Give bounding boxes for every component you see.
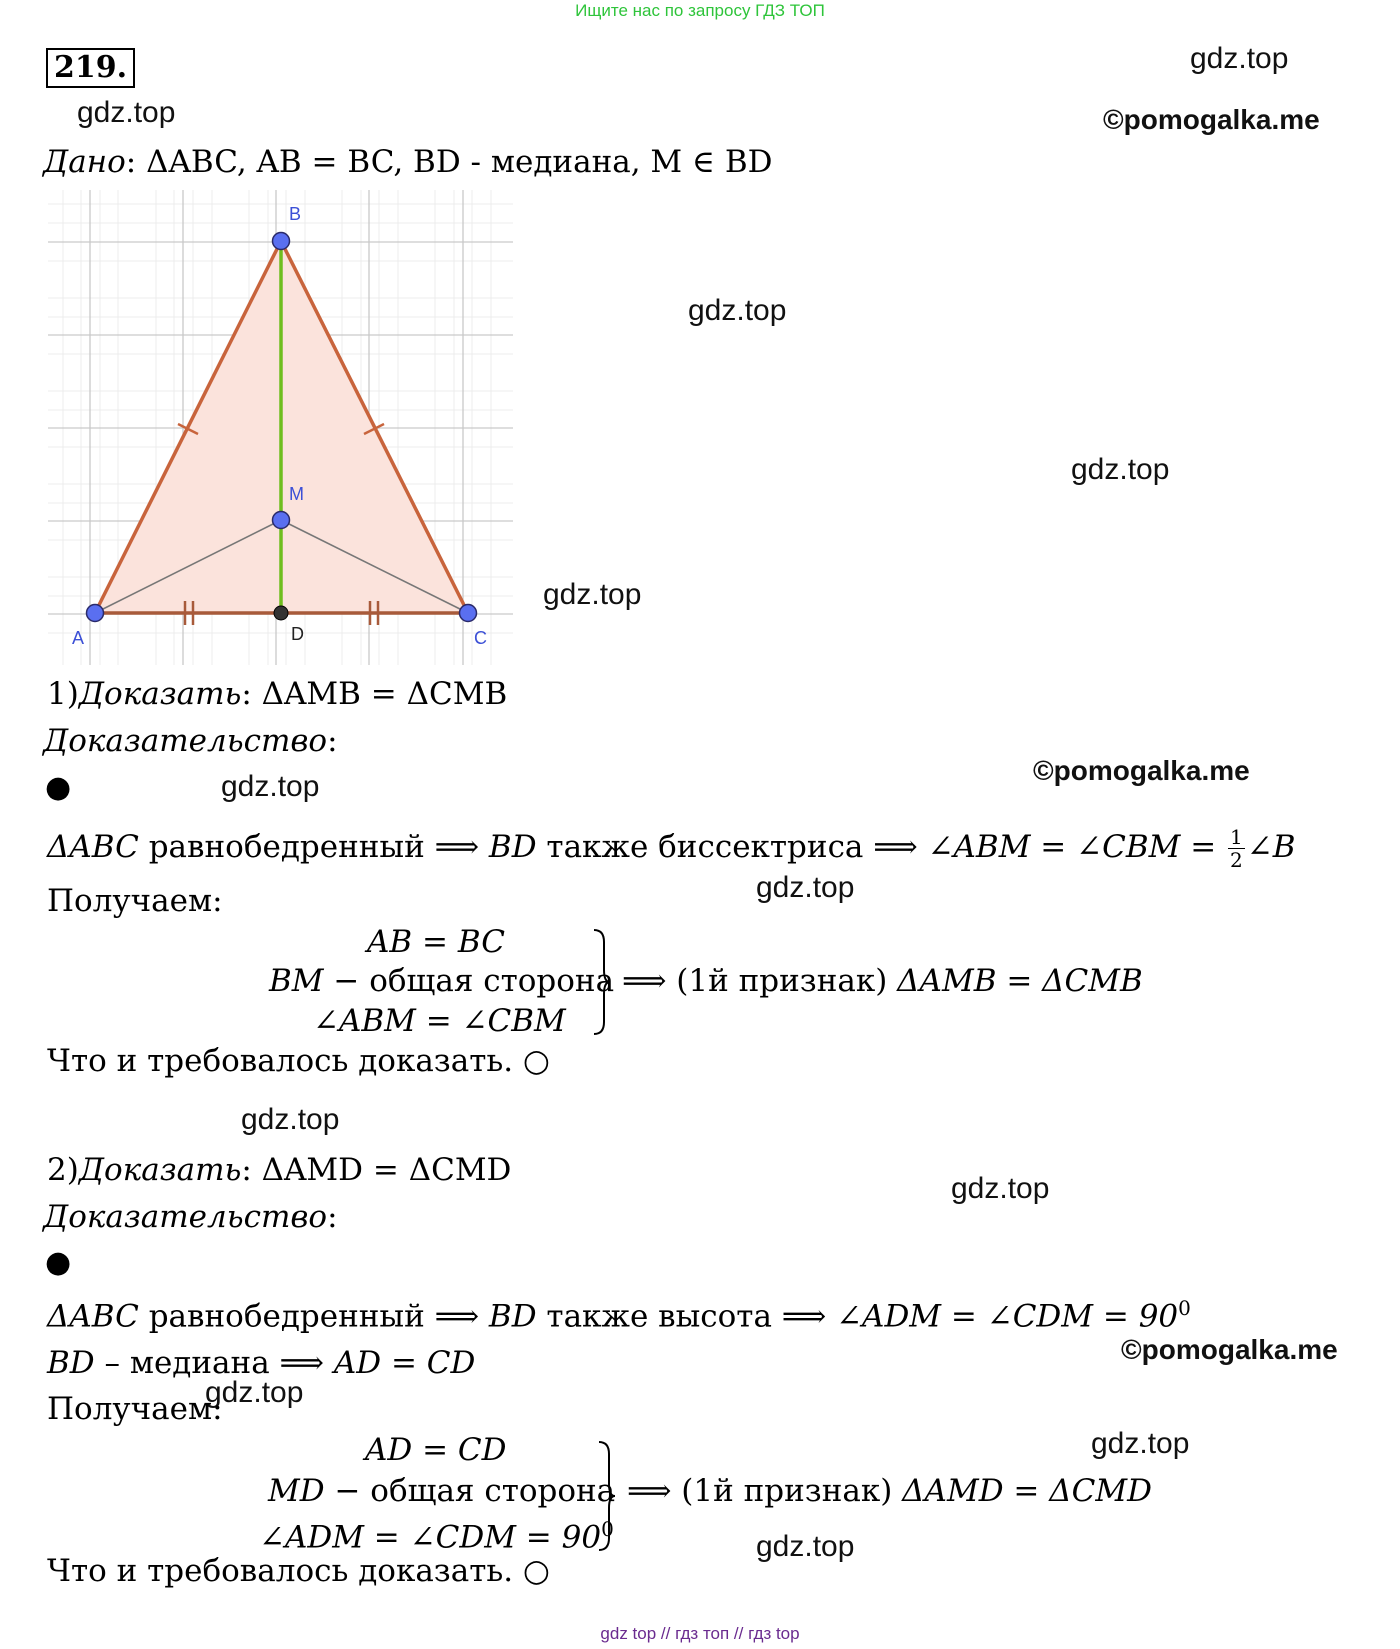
watermark-gdz: gdz.top — [221, 770, 320, 803]
part1-qed: Что и требовалось доказать. ○ — [47, 1043, 550, 1079]
part2-line1-d: также высота ⟹ — [536, 1298, 837, 1335]
label-a: A — [72, 628, 85, 648]
part2-degree-sup: 0 — [1178, 1296, 1191, 1320]
watermark-gdz: gdz.top — [1071, 453, 1170, 486]
part2-prove-line — [47, 1152, 511, 1188]
watermark-gdz: gdz.top — [756, 1530, 855, 1563]
part2-prefix: 2) — [47, 1152, 79, 1188]
watermark-gdz: gdz.top — [241, 1103, 340, 1136]
part1-proof-heading — [43, 723, 338, 759]
watermark-gdz: gdz.top — [1190, 42, 1289, 75]
watermark-gdz: gdz.top — [951, 1172, 1050, 1205]
label-m: M — [289, 484, 304, 504]
label-c: C — [474, 628, 487, 648]
frac-den: 2 — [1230, 848, 1243, 872]
given-text: : ΔABC, AB = BC, BD - медиана, M ∈ BD — [125, 144, 773, 180]
label-b: B — [289, 204, 302, 224]
part2-line1 — [47, 1296, 1191, 1334]
part1-line1-b: равнобедренный ⟹ — [138, 829, 489, 865]
part2-prove-text: : ΔAMD = ΔCMD — [241, 1152, 512, 1188]
point-a — [87, 605, 104, 622]
part1-sys3: ∠ABM = ∠CBM — [313, 1003, 566, 1039]
watermark-gdz: gdz.top — [1091, 1427, 1190, 1460]
fraction-half — [1228, 826, 1245, 871]
part2-line2-b: – медиана ⟹ — [94, 1345, 334, 1381]
point-d — [274, 606, 288, 620]
part1-colon: : — [327, 723, 338, 759]
part1-line1-f: ∠B — [1246, 829, 1296, 865]
part2-colon: : — [327, 1199, 338, 1235]
part1-prove-text: : ΔAMB = ΔCMB — [241, 676, 508, 712]
problem-number: 219. — [46, 48, 135, 88]
part2-sys2 — [268, 1473, 615, 1509]
watermark-gdz: gdz.top — [688, 294, 787, 327]
part1-bullet: ● — [45, 770, 72, 805]
part2-line1-c: BD — [488, 1298, 537, 1335]
part2-result-a: ⟹ (1й признак) — [627, 1473, 903, 1509]
point-m — [273, 512, 290, 529]
top-search-link[interactable]: Ищите нас по запросу ГДЗ ТОП — [575, 1, 825, 20]
label-d: D — [291, 624, 304, 644]
watermark-pomogalka: ©pomogalka.me — [1103, 104, 1320, 135]
watermark-gdz: gdz.top — [756, 871, 855, 904]
part2-sys3 — [259, 1517, 614, 1555]
part2-line1-b: равнобедренный ⟹ — [138, 1298, 489, 1335]
part2-proof-heading — [43, 1199, 338, 1235]
part2-sys2-b: − общая сторона — [324, 1473, 616, 1509]
given-line — [43, 144, 772, 180]
part2-sys2-a: MD — [268, 1473, 325, 1509]
part2-line2 — [47, 1345, 475, 1381]
part2-bullet: ● — [45, 1245, 72, 1280]
part2-line1-a: ΔABC — [47, 1298, 139, 1335]
part1-sys1: AB = BC — [367, 924, 505, 960]
frac-num: 1 — [1230, 825, 1243, 849]
part1-prefix: 1) — [47, 676, 79, 712]
part1-sys2 — [269, 963, 614, 999]
part1-result-a: ⟹ (1й признак) — [622, 963, 898, 999]
part1-line1 — [47, 826, 1296, 871]
watermark-gdz: gdz.top — [77, 96, 176, 129]
part1-result — [622, 963, 1143, 999]
footer-links[interactable]: gdz top // гдз топ // гдз top — [600, 1624, 800, 1643]
part2-prove-label: Доказать — [78, 1152, 242, 1188]
part1-prove-label: Доказать — [78, 676, 242, 712]
part1-get: Получаем: — [47, 883, 223, 919]
part1-brace — [590, 928, 614, 1036]
part2-brace — [595, 1440, 619, 1552]
part1-sys2-a: BM — [269, 963, 324, 999]
watermark-gdz: gdz.top — [543, 578, 642, 611]
part1-line1-e: ∠ABM = ∠CBM = — [927, 829, 1227, 865]
part2-line2-c: AD = CD — [333, 1345, 476, 1381]
part2-sys3-sup: 0 — [601, 1517, 614, 1541]
point-c — [460, 605, 477, 622]
part2-result-b: ΔAMD = ΔCMD — [902, 1473, 1152, 1509]
part1-sys2-b: − общая сторона — [323, 963, 615, 999]
part1-line1-a: ΔABC — [47, 829, 139, 865]
watermark-gdz: gdz.top — [205, 1376, 304, 1409]
watermark-pomogalka: ©pomogalka.me — [1033, 755, 1250, 786]
part2-qed: Что и требовалось доказать. ○ — [47, 1553, 550, 1589]
part2-result — [627, 1473, 1152, 1509]
part1-proof-label: Доказательство — [43, 723, 328, 759]
part1-line1-d: также биссектриса ⟹ — [536, 829, 928, 865]
part2-line2-a: BD — [47, 1345, 95, 1381]
part2-line1-e: ∠ADM = ∠CDM = 90 — [836, 1298, 1179, 1335]
part1-prove-line — [47, 676, 507, 712]
part2-sys1: AD = CD — [365, 1432, 507, 1468]
given-label: Дано — [43, 144, 126, 180]
part2-proof-label: Доказательство — [43, 1199, 328, 1235]
part2-get: Получаем: — [47, 1391, 223, 1427]
triangle-figure — [48, 190, 513, 665]
watermark-pomogalka: ©pomogalka.me — [1121, 1334, 1338, 1365]
point-b — [273, 233, 290, 250]
part2-sys3-text: ∠ADM = ∠CDM = 90 — [259, 1519, 602, 1556]
part1-line1-c: BD — [488, 829, 537, 865]
part1-result-b: ΔAMB = ΔCMB — [897, 963, 1143, 999]
